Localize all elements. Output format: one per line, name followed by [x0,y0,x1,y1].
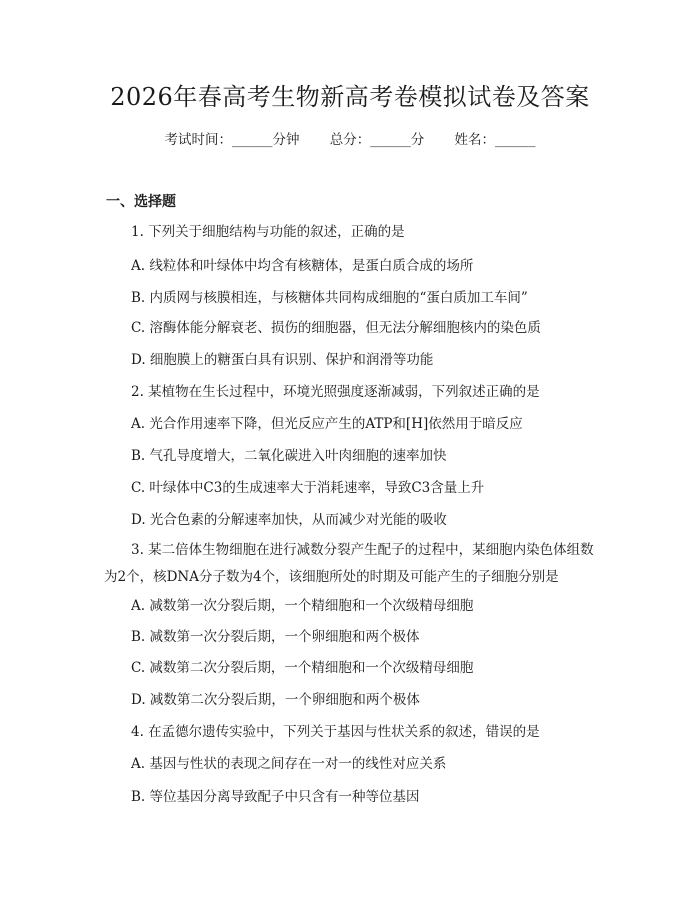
exam-info-row [0,130,700,150]
page-title: 2026年春高考生物新高考卷模拟试卷及答案 [110,83,590,111]
question-option: D. 细胞膜上的糖蛋白具有识别、保护和润滑等功能 [131,352,434,368]
question-option: C. 减数第二次分裂后期，一个精细胞和一个次级精母细胞 [131,660,474,676]
question-option: B. 减数第一次分裂后期，一个卵细胞和两个极体 [131,629,420,645]
question-stem: 3. 某二倍体生物细胞在进行减数分裂产生配子的过程中，某细胞内染色体组数为2个，核DNA分子数为4个，该细胞所处的时期及可能产生的子细胞分别是 [104,542,594,585]
question-option: B. 等位基因分离导致配子中只含有一种等位基因 [131,789,420,805]
section-heading: 一、选择题 [106,194,176,210]
exam-time-field: 考试时间：______分钟 [164,132,300,148]
question-option: B. 气孔导度增大，二氧化碳进入叶肉细胞的速率加快 [131,448,447,464]
question-option: D. 减数第二次分裂后期，一个卵细胞和两个极体 [131,692,420,708]
question-option: B. 内质网与核膜相连，与核糖体共同构成细胞的“蛋白质加工车间” [131,290,528,306]
question-option: C. 溶酶体能分解衰老、损伤的细胞器，但无法分解细胞核内的染色质 [131,320,541,336]
question-option: A. 光合作用速率下降，但光反应产生的ATP和[H]依然用于暗反应 [131,416,523,432]
question-option: D. 光合色素的分解速率加快，从而减少对光能的吸收 [131,512,447,528]
total-score-field: 总分：______分 [329,132,425,148]
question-option: A. 基因与性状的表现之间存在一对一的线性对应关系 [131,756,447,772]
question-option: A. 减数第一次分裂后期，一个精细胞和一个次级精母细胞 [131,598,474,614]
student-name-field: 姓名：______ [454,132,536,148]
question-option: A. 线粒体和叶绿体中均含有核糖体，是蛋白质合成的场所 [131,258,474,274]
question-stem: 1. 下列关于细胞结构与功能的叙述，正确的是 [131,224,405,240]
question-stem: 4. 在孟德尔遗传实验中，下列关于基因与性状关系的叙述，错误的是 [131,724,540,740]
question-stem: 2. 某植物在生长过程中，环境光照强度逐渐减弱，下列叙述正确的是 [131,384,540,400]
question-option: C. 叶绿体中C3的生成速率大于消耗速率，导致C3含量上升 [131,480,485,496]
